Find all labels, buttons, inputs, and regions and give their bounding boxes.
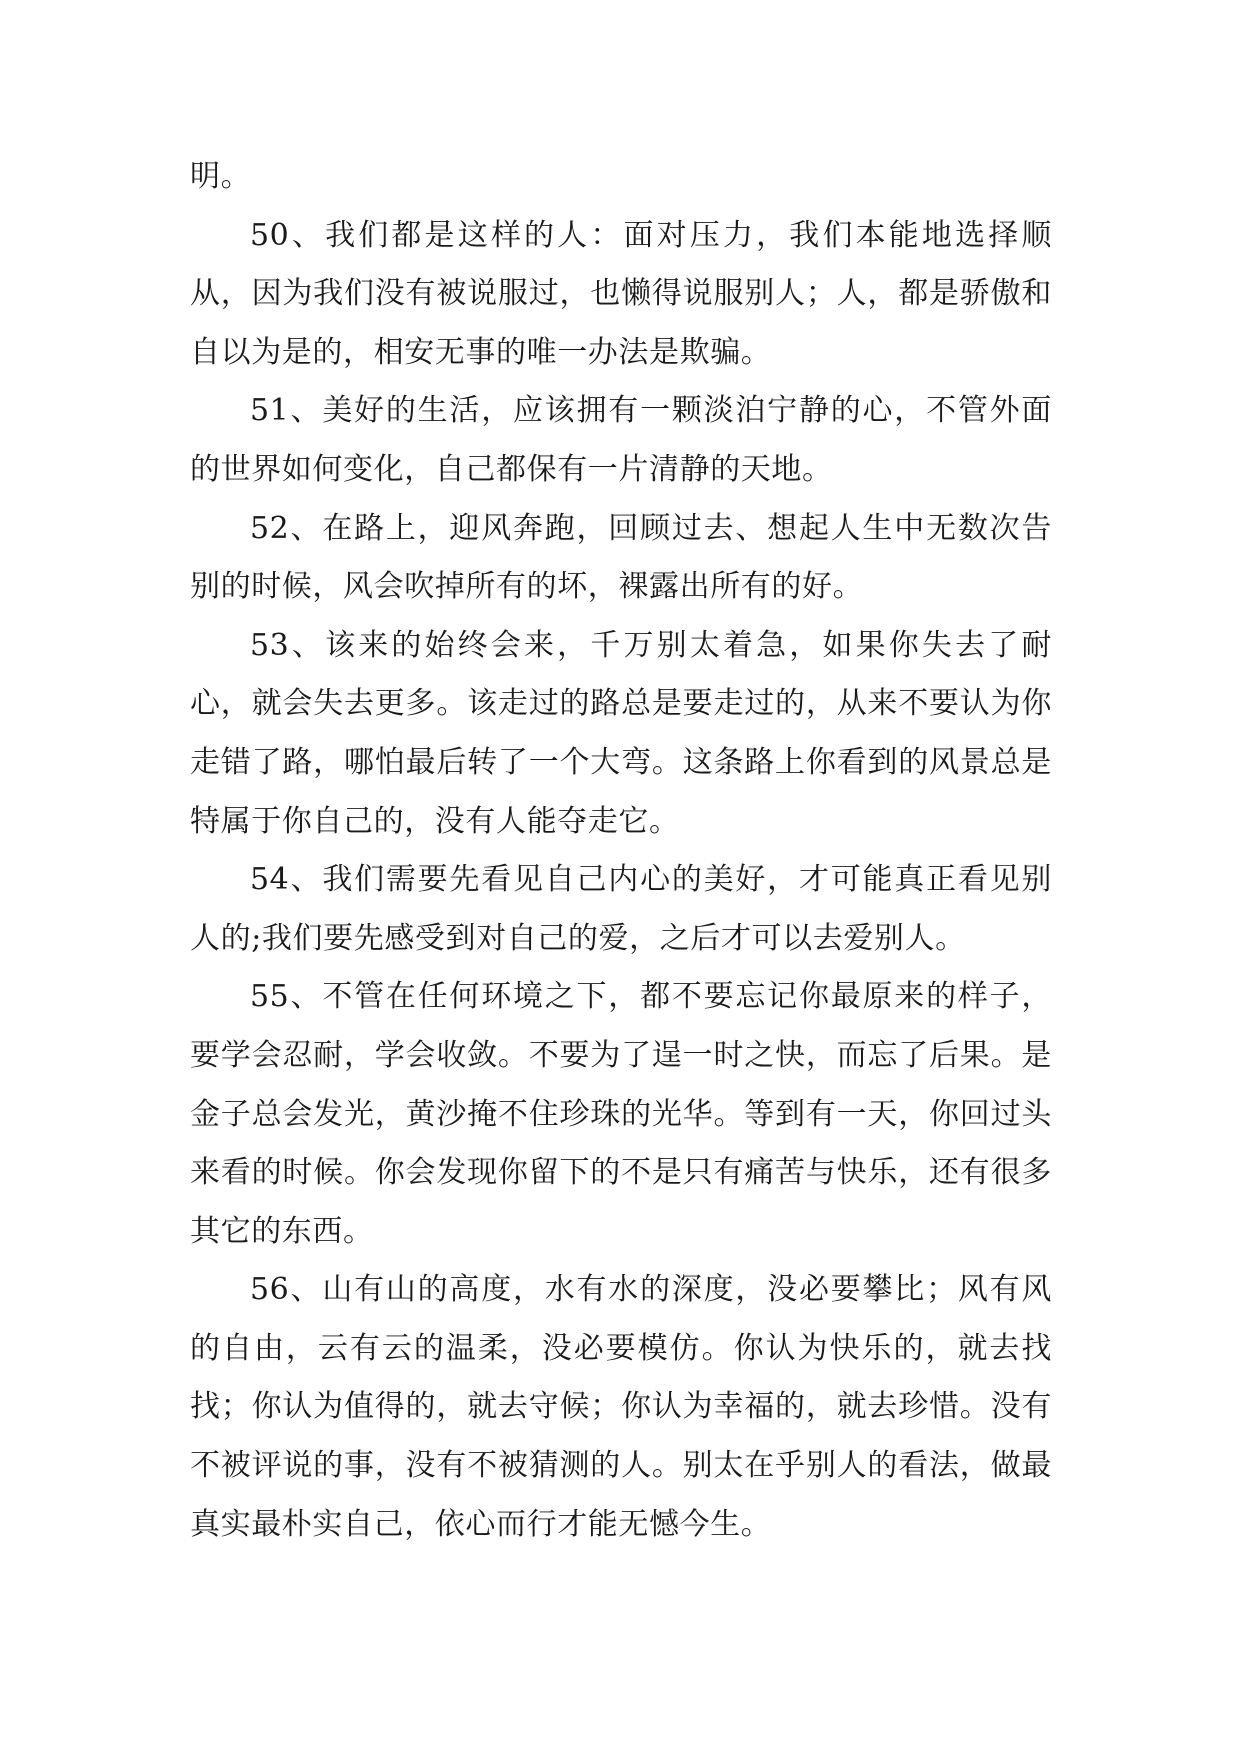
paragraph-55: 55、不管在任何环境之下，都不要忘记你最原来的样子，要学会忍耐，学会收敛。不要为了逞一时之快，而忘了后果。是金子总会发光，黄沙掩不住珍珠的光华。等到有一天，你回过头来看的时候。你会发现你留下的不是只有痛苦与快乐，还有很多其它的东西。 [190,979,1052,1249]
paragraph-54: 54、我们需要先看见自己内心的美好，才可能真正看见别人的;我们要先感受到对自己的爱，之后才可以去爱别人。 [190,862,1052,956]
paragraph-51: 51、美好的生活，应该拥有一颗淡泊宁静的心，不管外面的世界如何变化，自己都保有一片清静的天地。 [190,393,1052,487]
paragraph-56: 56、山有山的高度，水有水的深度，没必要攀比；风有风的自由，云有云的温柔，没必要模仿。你认为快乐的，就去找找；你认为值得的，就去守候；你认为幸福的，就去珍惜。没有不被评说的事，没有不被猜测的人。别太在乎别人的看法，做最真实最朴实自己，依心而行才能无憾今生。 [190,1272,1052,1542]
paragraph-50: 50、我们都是这样的人：面对压力，我们本能地选择顺从，因为我们没有被说服过，也懒得说服别人；人，都是骄傲和自以为是的，相安无事的唯一办法是欺骗。 [190,217,1052,370]
paragraph-53: 53、该来的始终会来，千万别太着急，如果你失去了耐心，就会失去更多。该走过的路总是要走过的，从来不要认为你走错了路，哪怕最后转了一个大弯。这条路上你看到的风景总是特属于你自己的，没有人能夺走它。 [190,627,1052,839]
document-body [190,148,1052,1554]
paragraph-52: 52、在路上，迎风奔跑，回顾过去、想起人生中无数次告别的时候，风会吹掉所有的坏，裸露出所有的好。 [190,510,1052,605]
paragraph-continuation: 明。 [190,159,252,194]
